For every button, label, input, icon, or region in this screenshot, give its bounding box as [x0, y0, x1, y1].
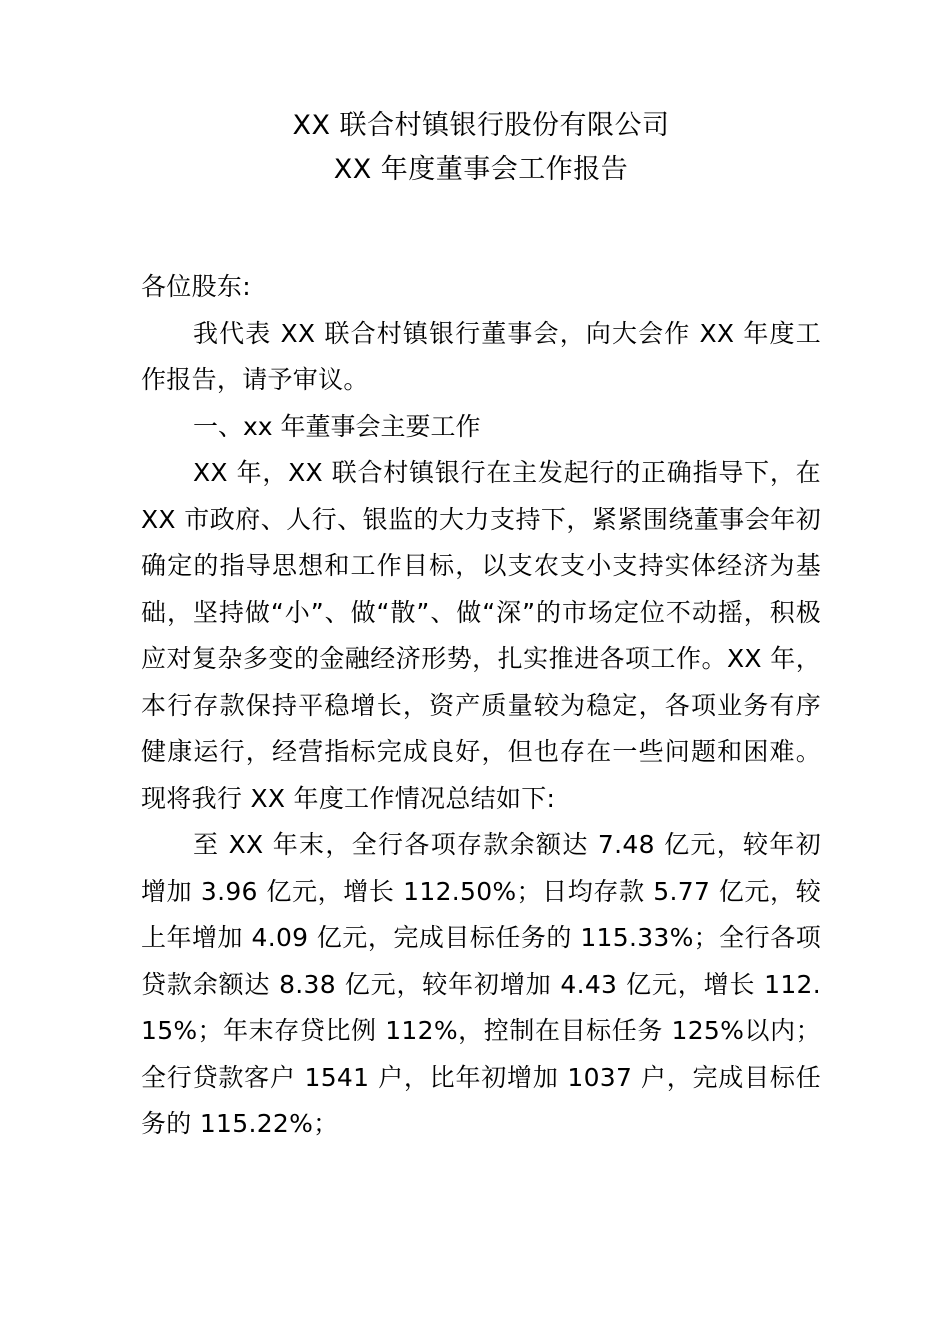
document-title-company: XX 联合村镇银行股份有限公司 [292, 110, 670, 141]
body-paragraph-1: XX 年，XX 联合村镇银行在主发起行的正确指导下，在 XX 市政府、人行、银监的大力支持下，紧紧围绕董事会年初确定的指导思想和工作目标，以支农支小支持实体经济为基础，坚持做“小”、做“散”、做“深”的市场定位不动摇，积极应对复杂多变的金融经济形势，扎实推进各项工作。XX 年，本行存款保持平稳增长，资产质量较为稳定，各项业务有序健康运行，经营指标完成良好，但也存在一些问题和困难。现将我行 XX 年度工作情况总结如下: [141, 458, 821, 813]
body-paragraph-2: 至 XX 年末，全行各项存款余额达 7.48 亿元，较年初增加 3.96 亿元，增长 112.50%；日均存款 5.77 亿元，较上年增加 4.09 亿元，完成目标任务的 115.33%；全行各项贷款余额达 8.38 亿元，较年初增加 4.43 亿元，增长 112.15%；年末存贷比例 112%，控制在目标任务 125%以内；全行贷款客户 1541 户，比年初增加 1037 户，完成目标任务的 115.22%； [141, 830, 821, 1138]
section-heading: 一、xx 年董事会主要工作 [193, 411, 481, 441]
document-title-report: XX 年度董事会工作报告 [333, 154, 629, 185]
salutation: 各位股东: [141, 272, 251, 301]
intro-paragraph: 我代表 XX 联合村镇银行董事会，向大会作 XX 年度工作报告，请予审议。 [141, 318, 821, 394]
document-page [141, 104, 821, 1148]
